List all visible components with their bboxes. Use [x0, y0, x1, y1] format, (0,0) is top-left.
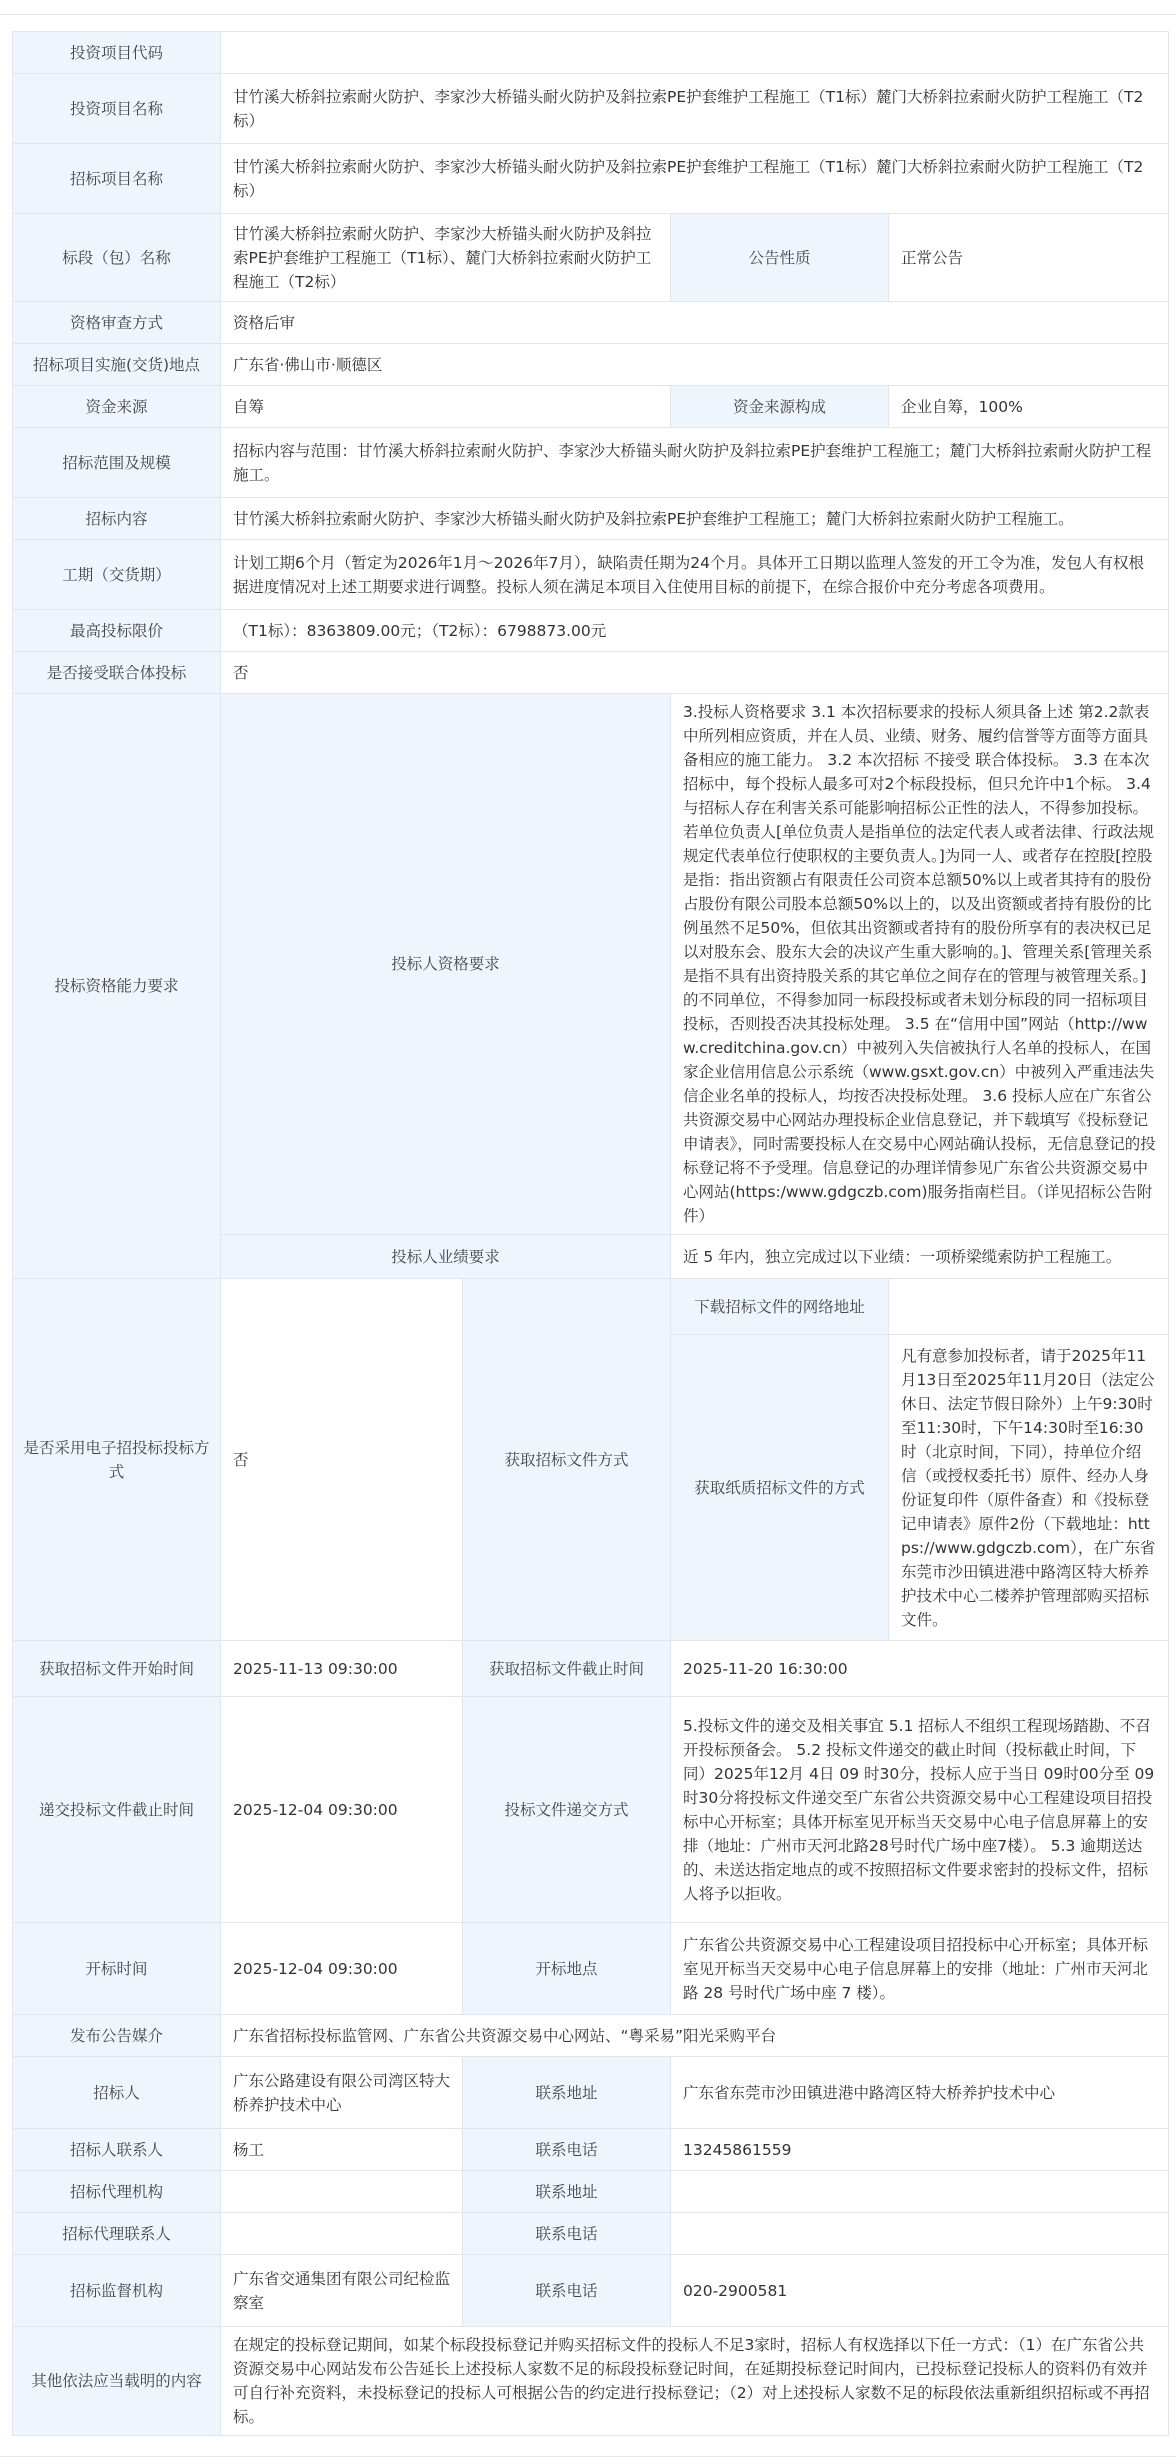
obtain-start-value: 2025-11-13 09:30:00 [221, 1641, 463, 1697]
project-code-label: 投资项目代码 [13, 32, 221, 74]
row-obtain-time [13, 1641, 1169, 1697]
row-fund-source [13, 386, 1169, 428]
download-address-value [889, 1279, 1169, 1335]
electronic-bidding-label: 是否采用电子招投标投标方式 [13, 1279, 221, 1641]
row-electronic-download [13, 1279, 1169, 1335]
submit-deadline-label: 递交投标文件截止时间 [13, 1697, 221, 1923]
agency-address-value [671, 2171, 1169, 2213]
agency-address-label: 联系地址 [463, 2171, 671, 2213]
row-submission [13, 1697, 1169, 1923]
row-tenderer [13, 2057, 1169, 2129]
fund-source-label: 资金来源 [13, 386, 221, 428]
agency-contact-value [221, 2213, 463, 2255]
row-period [13, 540, 1169, 610]
opening-time-label: 开标时间 [13, 1923, 221, 2015]
submit-method-label: 投标文件递交方式 [463, 1697, 671, 1923]
paper-method-value: 凡有意参加投标者，请于2025年11月13日至2025年11月20日（法定公休日、法定节假日除外）上午9:30时至11:30时，下午14:30时至16:30时（北京时间，下同），持单位介绍信（或授权委托书）原件、经办人身份证复印件（原件备查）和《投标登记申请表》原件2份（下载地址：https://www.gdgczb.com），在广东省东莞市沙田镇进港中路湾区特大桥养护技术中心二楼养护管理部购买招标文件。 [889, 1335, 1169, 1641]
content-value: 甘竹溪大桥斜拉索耐火防护、李家沙大桥锚头耐火防护及斜拉索PE护套维护工程施工；麓门大桥斜拉索耐火防护工程施工。 [221, 498, 1169, 540]
supervisor-phone-value: 020-2900581 [671, 2255, 1169, 2327]
tender-info-table [12, 31, 1169, 2436]
media-value: 广东省招标投标监管网、广东省公共资源交易中心网站、“粤采易”阳光采购平台 [221, 2015, 1169, 2057]
row-content [13, 498, 1169, 540]
agency-phone-value [671, 2213, 1169, 2255]
qualification-review-value: 资格后审 [221, 302, 1169, 344]
row-opening [13, 1923, 1169, 2015]
location-label: 招标项目实施(交货)地点 [13, 344, 221, 386]
bidder-qualification-label: 投标人资格要求 [221, 694, 671, 1235]
top-divider [0, 14, 1176, 15]
obtain-start-label: 获取招标文件开始时间 [13, 1641, 221, 1697]
project-name-value: 甘竹溪大桥斜拉索耐火防护、李家沙大桥锚头耐火防护及斜拉索PE护套维护工程施工（T1标）麓门大桥斜拉索耐火防护工程施工（T2标） [221, 74, 1169, 144]
row-section-name [13, 214, 1169, 302]
tender-project-name-label: 招标项目名称 [13, 144, 221, 214]
opening-place-label: 开标地点 [463, 1923, 671, 2015]
row-location [13, 344, 1169, 386]
row-scope [13, 428, 1169, 498]
content-label: 招标内容 [13, 498, 221, 540]
project-name-label: 投资项目名称 [13, 74, 221, 144]
bidder-performance-label: 投标人业绩要求 [221, 1235, 671, 1279]
joint-bid-value: 否 [221, 652, 1169, 694]
supervisor-value: 广东省交通集团有限公司纪检监察室 [221, 2255, 463, 2327]
row-tender-project-name [13, 144, 1169, 214]
tenderer-address-label: 联系地址 [463, 2057, 671, 2129]
row-agency [13, 2171, 1169, 2213]
tenderer-label: 招标人 [13, 2057, 221, 2129]
tenderer-contact-value: 杨工 [221, 2129, 463, 2171]
supervisor-label: 招标监督机构 [13, 2255, 221, 2327]
fund-composition-label: 资金来源构成 [671, 386, 889, 428]
bidder-performance-value: 近 5 年内，独立完成过以下业绩：一项桥梁缆索防护工程施工。 [671, 1235, 1169, 1279]
row-max-price [13, 610, 1169, 652]
section-name-value: 甘竹溪大桥斜拉索耐火防护、李家沙大桥锚头耐火防护及斜拉索PE护套维护工程施工（T1标）、麓门大桥斜拉索耐火防护工程施工（T2标） [221, 214, 671, 302]
obtain-end-value: 2025-11-20 16:30:00 [671, 1641, 1169, 1697]
row-qualification-review [13, 302, 1169, 344]
period-label: 工期（交货期） [13, 540, 221, 610]
agency-value [221, 2171, 463, 2213]
row-media [13, 2015, 1169, 2057]
submit-method-value: 5.投标文件的递交及相关事宜 5.1 招标人不组织工程现场踏勘、不召开投标预备会。 5.2 投标文件递交的截止时间（投标截止时间，下同）2025年12月 4日 09 时30分，投标人应于当日 09时00分至 09 时30分将投标文件递交至广东省公共资源交易中心工程建设项目招投标中心开标室；具体开标室见开标当天交易中心电子信息屏幕上的安排（地址：广州市天河北路28号时代广场中座7楼）。 5.3 逾期送达的、未送达指定地点的或不按照招标文件要求密封的投标文件，招标人将予以拒收。 [671, 1697, 1169, 1923]
project-code-value [221, 32, 1169, 74]
opening-place-value: 广东省公共资源交易中心工程建设项目招投标中心开标室；具体开标室见开标当天交易中心电子信息屏幕上的安排（地址：广州市天河北路 28 号时代广场中座 7 楼）。 [671, 1923, 1169, 2015]
download-address-label: 下载招标文件的网络地址 [671, 1279, 889, 1335]
fund-composition-value: 企业自筹，100% [889, 386, 1169, 428]
other-value: 在规定的投标登记期间，如某个标段投标登记并购买招标文件的投标人不足3家时，招标人有权选择以下任一方式：（1）在广东省公共资源交易中心网站发布公告延长上述投标人家数不足的标段投标登记时间，在延期投标登记时间内，已投标登记投标人的资料仍有效并可自行补充资料，未投标登记的投标人可根据公告的约定进行投标登记；（2）对上述投标人家数不足的标段依法重新组织招标或不再招标。 [221, 2327, 1169, 2436]
row-project-name [13, 74, 1169, 144]
supervisor-phone-label: 联系电话 [463, 2255, 671, 2327]
row-project-code [13, 32, 1169, 74]
agency-phone-label: 联系电话 [463, 2213, 671, 2255]
tenderer-contact-label: 招标人联系人 [13, 2129, 221, 2171]
capability-label: 投标资格能力要求 [13, 694, 221, 1279]
bidder-qualification-value: 3.投标人资格要求 3.1 本次招标要求的投标人须具备上述 第2.2款表中所列相应资质，并在人员、业绩、财务、履约信誉等方面等方面具备相应的施工能力。 3.2 本次招标 不接受 联合体投标。 3.3 在本次招标中，每个投标人最多可对2个标段投标，但只允许中1个标。 3.4 与招标人存在利害关系可能影响招标公正性的法人，不得参加投标。若单位负责人[单位负责人是指单位的法定代表人或者法律、行政法规规定代表单位行使职权的主要负责人。]为同一人、或者存在控股[控股是指：指出资额占有限责任公司资本总额50%以上或者其持有的股份占股份有限公司股本总额50%以上的，以及出资额或者持有股份的比例虽然不足50%，但依其出资额或者持有的股份所享有的表决权已足以对股东会、股东大会的决议产生重大影响的。]、管理关系[管理关系是指不具有出资持股关系的其它单位之间存在的管理与被管理关系。]的不同单位，不得参加同一标段投标或者未划分标段的同一招标项目投标，否则投否决其投标处理。 3.5 在“信用中国”网站（http://www.creditchina.gov.cn）中被列入失信被执行人名单的投标人，在国家企业信用信息公示系统（www.gsxt.gov.cn）中被列入严重违法失信企业名单的投标人，均按否决投标处理。 3.6 投标人应在广东省公共资源交易中心网站办理投标企业信息登记，并下载填写《投标登记申请表》，同时需要投标人在交易中心网站确认投标，无信息登记的投标登记将不予受理。信息登记的办理详情参见广东省公共资源交易中心网站(https:/www.gdgczb.com)服务指南栏目。（详见招标公告附件） [671, 694, 1169, 1235]
location-value: 广东省·佛山市·顺德区 [221, 344, 1169, 386]
scope-value: 招标内容与范围：甘竹溪大桥斜拉索耐火防护、李家沙大桥锚头耐火防护及斜拉索PE护套维护工程施工；麓门大桥斜拉索耐火防护工程施工。 [221, 428, 1169, 498]
scope-label: 招标范围及规模 [13, 428, 221, 498]
electronic-bidding-value: 否 [221, 1279, 463, 1641]
notice-nature-value: 正常公告 [889, 214, 1169, 302]
fund-source-value: 自筹 [221, 386, 671, 428]
obtain-method-label: 获取招标文件方式 [463, 1279, 671, 1641]
tenderer-address-value: 广东省东莞市沙田镇进港中路湾区特大桥养护技术中心 [671, 2057, 1169, 2129]
opening-time-value: 2025-12-04 09:30:00 [221, 1923, 463, 2015]
row-supervisor [13, 2255, 1169, 2327]
tenderer-phone-value: 13245861559 [671, 2129, 1169, 2171]
tender-project-name-value: 甘竹溪大桥斜拉索耐火防护、李家沙大桥锚头耐火防护及斜拉索PE护套维护工程施工（T1标）麓门大桥斜拉索耐火防护工程施工（T2标） [221, 144, 1169, 214]
submit-deadline-value: 2025-12-04 09:30:00 [221, 1697, 463, 1923]
paper-method-label: 获取纸质招标文件的方式 [671, 1335, 889, 1641]
row-agency-contact [13, 2213, 1169, 2255]
row-other [13, 2327, 1169, 2436]
row-joint-bid [13, 652, 1169, 694]
agency-contact-label: 招标代理联系人 [13, 2213, 221, 2255]
joint-bid-label: 是否接受联合体投标 [13, 652, 221, 694]
qualification-review-label: 资格审查方式 [13, 302, 221, 344]
agency-label: 招标代理机构 [13, 2171, 221, 2213]
obtain-end-label: 获取招标文件截止时间 [463, 1641, 671, 1697]
period-value: 计划工期6个月（暂定为2026年1月～2026年7月），缺陷责任期为24个月。具体开工日期以监理人签发的开工令为准，发包人有权根据进度情况对上述工期要求进行调整。投标人须在满足本项目入住使用目标的前提下，在综合报价中充分考虑各项费用。 [221, 540, 1169, 610]
section-name-label: 标段（包）名称 [13, 214, 221, 302]
other-label: 其他依法应当载明的内容 [13, 2327, 221, 2436]
notice-nature-label: 公告性质 [671, 214, 889, 302]
max-price-value: （T1标）：8363809.00元；（T2标）：6798873.00元 [221, 610, 1169, 652]
tenderer-value: 广东公路建设有限公司湾区特大桥养护技术中心 [221, 2057, 463, 2129]
media-label: 发布公告媒介 [13, 2015, 221, 2057]
row-tenderer-contact [13, 2129, 1169, 2171]
row-capability-requirements [13, 694, 1169, 1235]
tenderer-phone-label: 联系电话 [463, 2129, 671, 2171]
max-price-label: 最高投标限价 [13, 610, 221, 652]
